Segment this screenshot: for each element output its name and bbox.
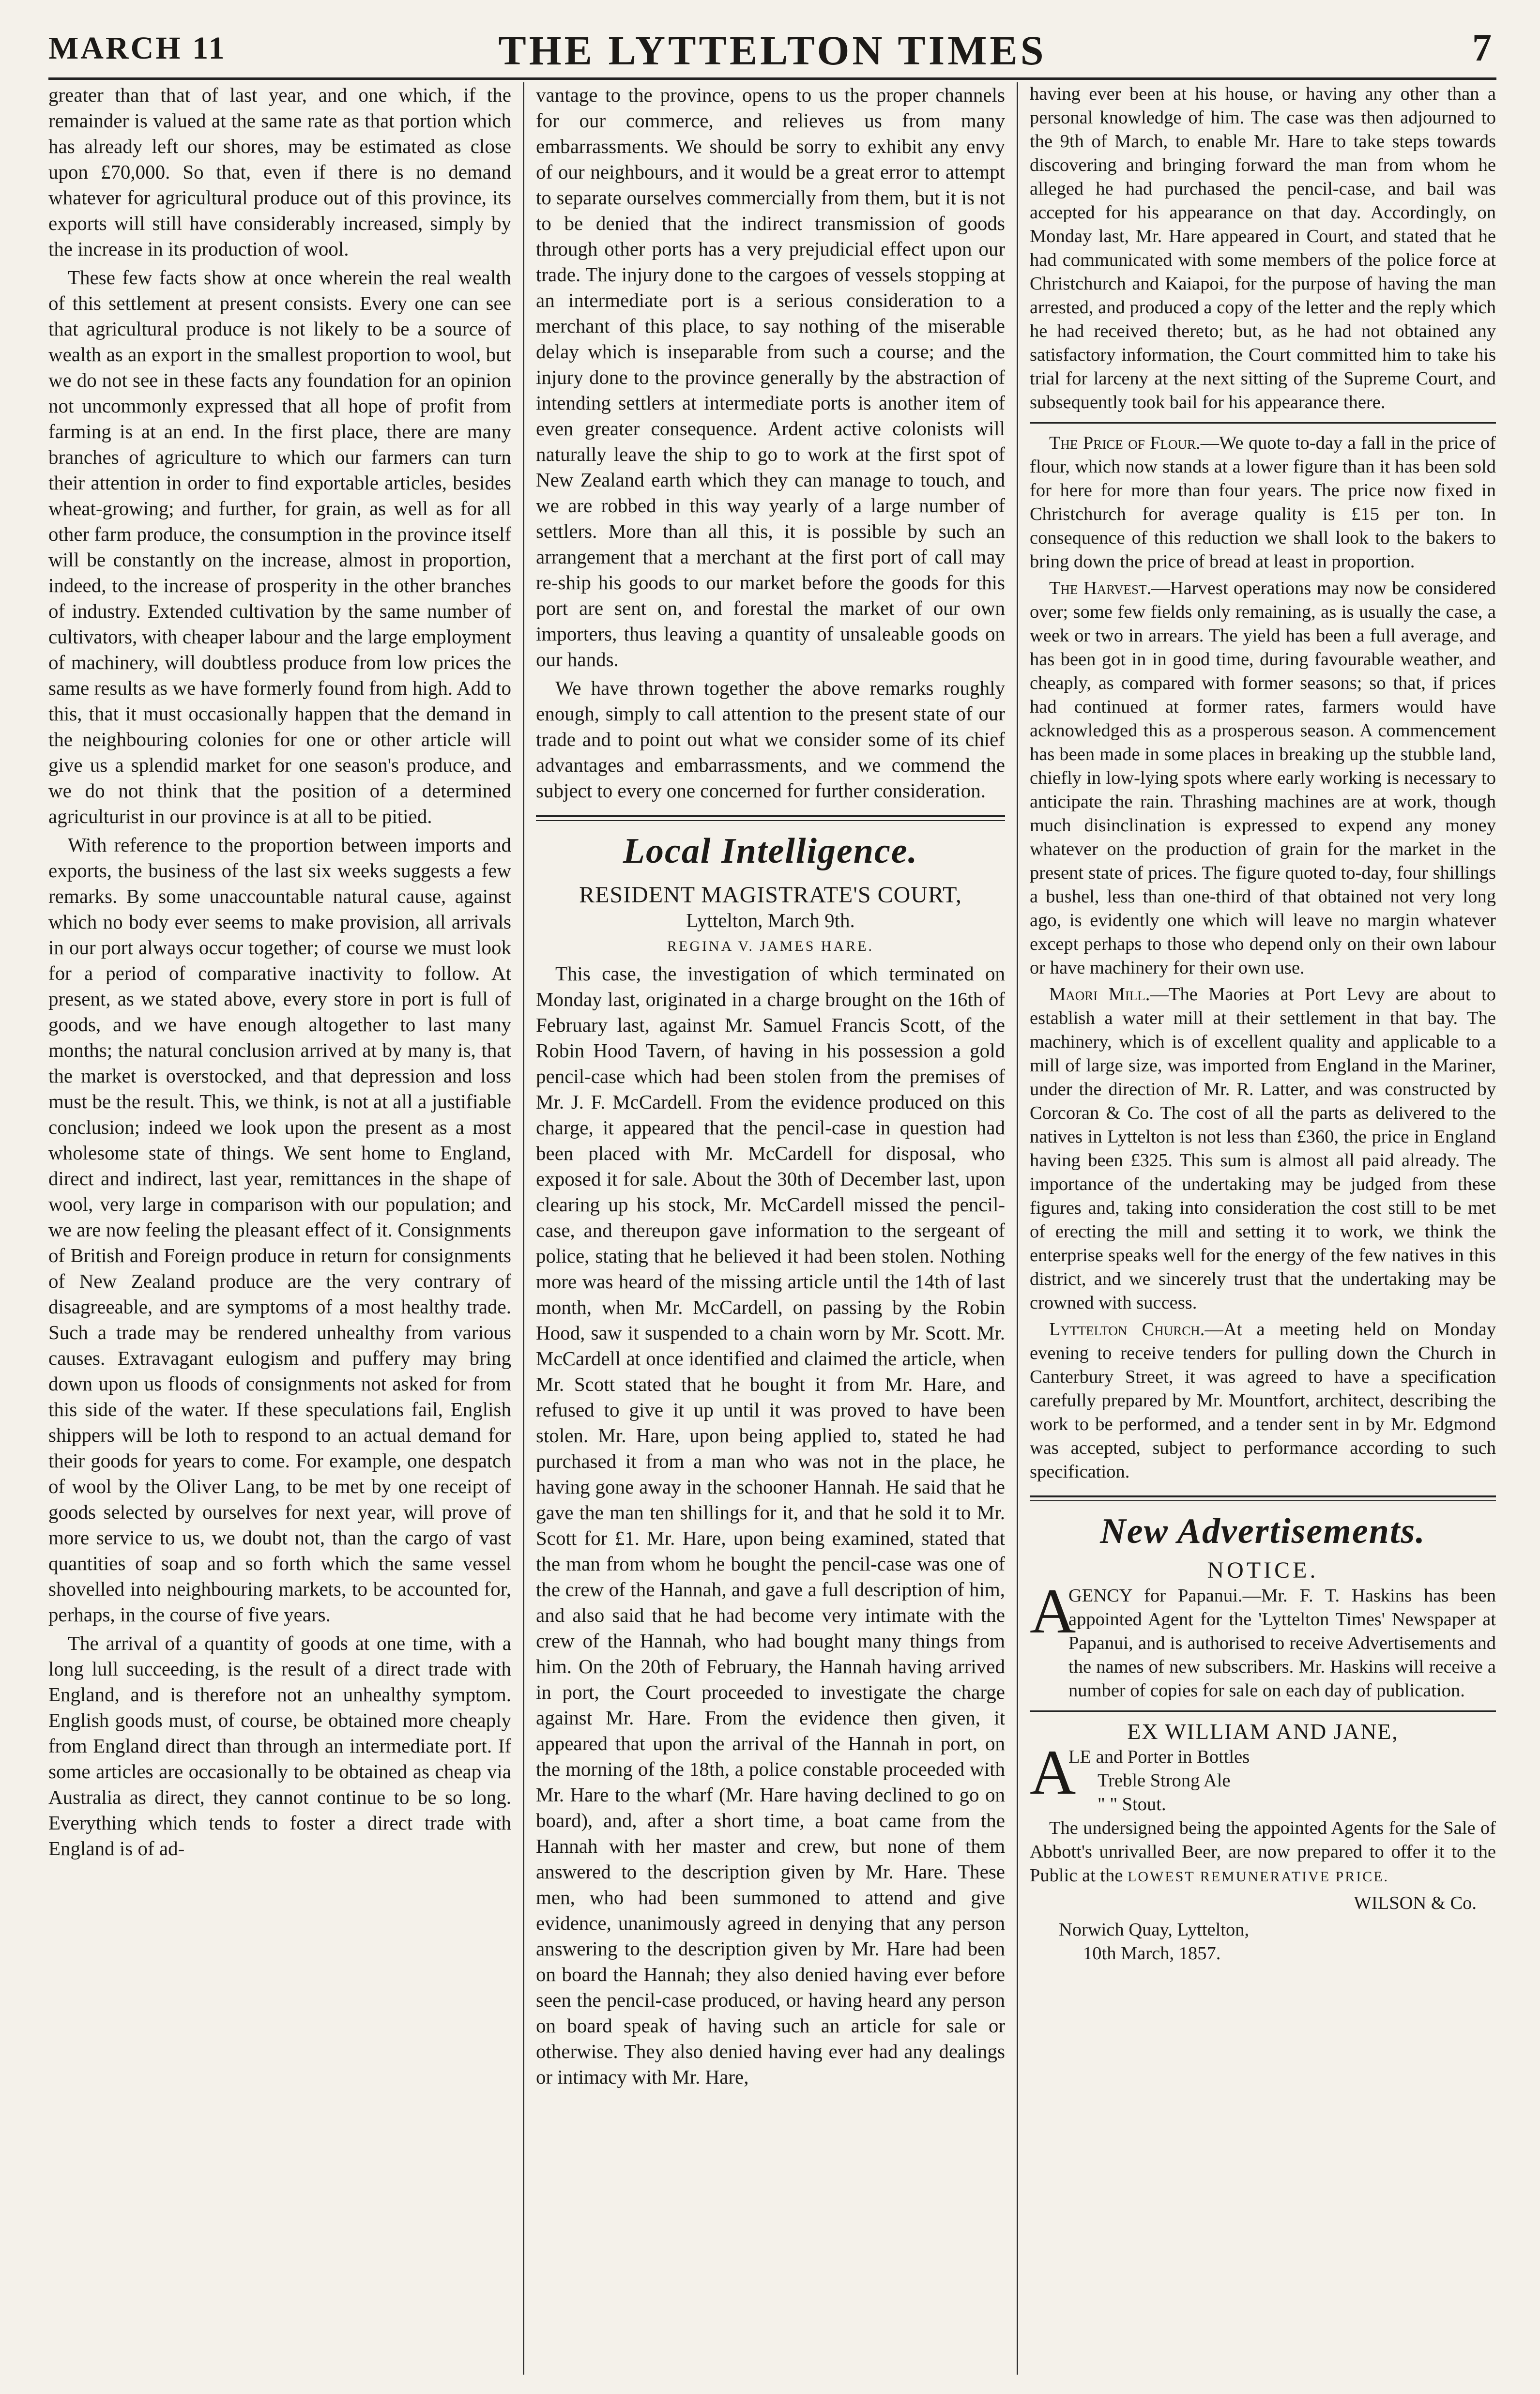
- drop-cap: A: [1030, 1737, 1076, 1808]
- news-item-text: —We quote to-day a fall in the price of flour, which now stands at a lower figure than it has been sold for here for more than four years. The price now fixed in Christchurch for average quality is £15 per ton. In consequence of this reduction we shall look to the bakers to bring down the price of bread at least in proportion.: [1030, 433, 1496, 572]
- column-2: [523, 82, 1017, 2375]
- product-line: LE and Porter in Bottles: [1068, 1747, 1250, 1767]
- article-paragraph: With reference to the proportion between imports and exports, the business of the last six weeks suggests a few remarks. By some unaccountable natural cause, against which no body ever seems to make provision, all arrivals in our port always occur together; of course we must look for a period of comparative inactivity to follow. At present, as we stated above, every store in port is full of goods, and we have enough altogether to last many months; the natural conclusion arrived at by many is, that the market is overstocked, and that depression and loss must be the result. This, we think, is not at all a justifiable conclusion; indeed we look upon the present as a most wholesome state of things. We sent home to England, direct and indirect, last year, remittances in the shape of wool, very large in comparison with our population; and we are now feeling the pleasant effect of it. Consignments of British and Foreign produce in return for consignments of New Zealand produce are the very contrary of disagreeable, and are symptoms of a most healthy trade. Such a trade may be rendered unhealthy from various causes. Extravagant eulogism and puffery may bring down upon us floods of consignments not asked for from this side of the water. If these speculations fail, English shippers will be loth to respond to an actual demand for their goods for years to come. For example, one despatch of wool by the Oliver Lang, to be met by one receipt of goods selected by ourselves for next year, will prove of more service to us, we doubt not, than the cargo of vast quantities of soap and so forth which the same vessel shovelled into neighbouring markets, to be accounted for, perhaps, in the course of five years.: [48, 834, 511, 1626]
- news-item-text: —At a meeting held on Monday evening to receive tenders for pulling down the Church in Canterbury Street, it was agreed to have a specification carefully prepared by Mr. Mountfort, architect, describing the work to be performed, and a tender sent in by Mr. Edgmond was accepted, subject to performance according to such specification.: [1030, 1319, 1496, 1482]
- divider: [1030, 1710, 1496, 1712]
- ale-advertisement: [1030, 1737, 1496, 1816]
- article-paragraph: We have thrown together the above remarks roughly enough, simply to call attention to the present state of our trade and to point out what we consider some of its chief advantages and embarrassments, and we commend the subject to every one concerned for further consideration.: [536, 677, 1005, 802]
- ale-ad-heading: EX WILLIAM AND JANE,: [1127, 1719, 1399, 1744]
- news-item-label: The Harvest.: [1049, 578, 1152, 598]
- notice-text: GENCY for Papanui.—Mr. F. T. Haskins has been appointed Agent for the 'Lyttelton Times' Newspaper at Papanui, and is authorised to receive Advertisements and the names of new subscribers. Mr. Haskins will receive a number of copies for sale on each day of publication.: [1068, 1586, 1496, 1701]
- section-divider: [536, 815, 1005, 821]
- article-paragraph: The arrival of a quantity of goods at one time, with a long lull succeeding, is the result of a direct trade with England, and is therefore not an unhealthy symptom. English goods must, of course, be obtained more cheaply from England direct than through an intermediate port. If some articles are occasionally to be obtained as cheap via Australia as direct, they cannot continue to be so long. Everything which tends to foster a direct trade with England is of ad-: [48, 1632, 511, 1860]
- news-item-harvest: [1030, 577, 1496, 980]
- court-report-title: RESIDENT MAGISTRATE'S COURT,: [579, 882, 962, 908]
- ale-ad-date: 10th March, 1857.: [1083, 1943, 1221, 1964]
- news-item-text: —Harvest operations may now be considered over; some few fields only remaining, as is usually the case, a week or two in arrears. The yield has been a full average, and has been got in in good time, during favourable weather, and cheaply, as compared with former seasons; so that, if prices had continued at former rates, farmers would have acknowledged this as a prosperous season. A commencement has been made in some places in breaking up the stubble land, chiefly in low-lying spots where early working is necessary to anticipate the rain. Thrashing machines are at work, though much disinclination is expressed to expend any money whatever on the production of grain for the market in the present state of prices. The figure quoted to-day, four shillings a bushel, less than one-third of that obtained not very long ago, is evidently one which will leave no margin whatever except perhaps to those who depend only on their own labour or have machinery for their own use.: [1030, 578, 1496, 978]
- issue-date: MARCH 11: [48, 30, 227, 66]
- column-1: [48, 82, 523, 2375]
- court-case-name: REGINA V. JAMES HARE.: [667, 938, 874, 954]
- article-paragraph: greater than that of last year, and one which, if the remainder is valued at the same rate as that portion which has already left our shores, may be estimated as close upon £70,000. So that, even if there is no demand whatever for agricultural produce out of this province, its exports will still have considerably increased, simply by the increase in its production of wool.: [48, 84, 511, 260]
- news-item-text: —The Maories at Port Levy are about to establish a water mill at their settlement in that bay. The machinery, which is of excellent quality and applicable to a mill of large size, was imported from England in the Mariner, under the direction of Mr. R. Latter, and was constructed by Corcoran & Co. The cost of all the parts as delivered to the natives in Lyttelton is not less than £360, the price in England having been £325. This sum is almost all paid already. The importance of the undertaking may be judged from these figures and, taking into consideration the cost still to be met of erecting the mill and setting it to work, we think the enterprise speaks well for the energy of the few natives in this district, and we sincerely trust that the undertaking may be crowned with success.: [1030, 984, 1496, 1313]
- page-number: 7: [1472, 27, 1492, 69]
- news-item-lyttelton-church: [1030, 1318, 1496, 1484]
- page-header: [48, 19, 1496, 80]
- newspaper-title: THE LYTTELTON TIMES: [498, 27, 1047, 74]
- ale-ad-price: LOWEST REMUNERATIVE PRICE.: [1128, 1869, 1389, 1885]
- article-paragraph: vantage to the province, opens to us the proper channels for our commerce, and relieves us from many embarrassments. We should be sorry to exhibit any envy of our neighbours, and it would be a great error to attempt to separate ourselves commercially from them, but it is not to be denied that the indirect transmission of goods through other ports has a very prejudicial effect upon our trade. The injury done to the cargoes of vessels stopping at an intermediate port is a serious consideration to a merchant of this place, to say nothing of the miserable delay which is inseparable from such a course; and the injury done to the province generally by the abstraction of intending settlers at intermediate ports is another item of even greater consequence. Ardent active colonists will naturally leave the ship to go to work at the first spot of New Zealand earth which they can manage to touch, and we are robbed in this way yearly of a large number of settlers. More than all this, it is possible by such an arrangement that a merchant at the first port of call may re-ship his goods to our market before the goods for this port are sent on, and forestal the market of our own importers, thus leaving a quantity of unsaleable goods on our hands.: [536, 84, 1005, 671]
- article-paragraph: This case, the investigation of which terminated on Monday last, originated in a charge brought on the 16th of February last, against Mr. Samuel Francis Scott, of the Robin Hood Tavern, of having in his possession a gold pencil-case which had been stolen from the premises of Mr. J. F. McCardell. From the evidence produced on this charge, it appeared that the pencil-case in question had been placed with Mr. McCardell for disposal, who exposed it for sale. About the 30th of December last, upon clearing up his stock, Mr. McCardell missed the pencil-case, and thereupon gave information to the sergeant of police, stating that he believed it had been stolen. Nothing more was heard of the missing article until the 14th of last month, when Mr. McCardell, on passing by the Robin Hood, saw it suspended to a chain worn by Mr. Scott. Mr. McCardell at once identified and claimed the article, when Mr. Scott stated that he bought it from Mr. Hare, and refused to give it up until it was proved to have been stolen. Mr. Hare, upon being applied to, stated he had purchased it from a man who was not in the place, he having gone away in the schooner Hannah. He said that he gave the man ten shillings for it, and that he sold it to Mr. Scott for £1. Mr. Hare, upon being examined, stated that the man from whom he bought the pencil-case was one of the crew of the Hannah, and gave a full description of him, and also said that he had become very intimate with the crew of the Hannah, who had bought many things from him. On the 20th of February, the Hannah having arrived in port, the Court proceeded to investigate the charge against Mr. Hare. From the evidence then given, it appeared that upon the arrival of the Hannah in port, on the morning of the 18th, a police constable proceeded with Mr. Hare to the wharf (Mr. Hare having declined to go on board), and, after a short time, a boat came from the Hannah with her master and crew, but none of them answered to the description given by Mr. Hare. These men, who had been summoned to attend and give evidence, unanimously agreed in denying that any person answering to the description given by Mr. Hare had been on board the Hannah; they also denied having ever before seen the pencil-case produced, or having heard any person on board speak of having such an article for sale or otherwise. They also denied having ever had any dealings or intimacy with Mr. Hare,: [536, 962, 1005, 2088]
- news-item-label: Maori Mill.: [1049, 984, 1150, 1005]
- news-item-label: Lyttelton Church.: [1049, 1319, 1205, 1340]
- drop-cap: A: [1030, 1575, 1076, 1647]
- ale-ad-signature: WILSON & Co.: [1354, 1893, 1477, 1913]
- article-columns: [48, 82, 1496, 2375]
- ale-ad-text: [1030, 1816, 1496, 1889]
- news-item-maori-mill: [1030, 983, 1496, 1315]
- notice-advertisement: [1030, 1575, 1496, 1703]
- article-paragraph: having ever been at his house, or having any other than a personal knowledge of him. The case was then adjourned to the 9th of March, to enable Mr. Hare to take steps towards discovering and bringing forward the man from whom he alleged he had purchased the pencil-case, and bail was accepted for his appearance on that day. Accordingly, on Monday last, Mr. Hare appeared in Court, and stated that he had communicated with some members of the police force at Christchurch and Kaiapoi, for the purpose of having the man arrested, and produced a copy of the letter and the reply which he had received thereto; but, as he had not obtained any satisfactory information, the Court committed him to take his trial for larceny at the next sitting of the Supreme Court, and subsequently took bail for his appearance there.: [1030, 84, 1496, 412]
- column-3: [1017, 82, 1496, 2375]
- article-paragraph: These few facts show at once wherein the real wealth of this settlement at present consists. Every one can see that agricultural produce is not likely to be a source of wealth as an export in the smallest proportion to wool, but we do not see in these facts any foundation for an opinion not uncommonly expressed that all hope of profit from farming is at an end. In the first place, there are many branches of agriculture to which our farmers can turn their attention in order to find exportable articles, besides wheat-growing; and further, for grain, as well as for all other farm produce, the consumption in the province itself will be constantly on the increase, almost in proportion, indeed, to the increase of prosperity in the other branches of industry. Extended cultivation by the same number of cultivators, with cheaper labour and the large employment of machinery, will doubtless produce from low prices the same results as we have formerly found from high. Add to this, that it must occasionally happen that the demand in the neighbouring colonies for one or other article will give us a splendid market for one season's produce, and we do not think that the position of a determined agriculturist in our province is at all to be pitied.: [48, 266, 511, 827]
- news-item-label: The Price of Flour.: [1049, 433, 1201, 453]
- section-divider: [1030, 1495, 1496, 1501]
- notice-heading: NOTICE.: [1207, 1557, 1319, 1583]
- court-report-place: Lyttelton, March 9th.: [686, 909, 855, 931]
- ale-ad-place: Norwich Quay, Lyttelton,: [1059, 1920, 1250, 1940]
- divider: [1030, 422, 1496, 424]
- section-heading-local-intelligence: Local Intelligence.: [623, 831, 918, 871]
- news-item-price-of-flour: [1030, 431, 1496, 574]
- product-line: " " Stout.: [1098, 1794, 1166, 1815]
- product-line: Treble Strong Ale: [1098, 1770, 1231, 1791]
- section-heading-new-advertisements: New Advertisements.: [1100, 1511, 1426, 1551]
- ale-ad-body: The undersigned being the appointed Agents for the Sale of Abbott's unrivalled Beer, are now prepared to offer it to the Public at the: [1030, 1818, 1496, 1886]
- ale-product-list: [1068, 1745, 1496, 1816]
